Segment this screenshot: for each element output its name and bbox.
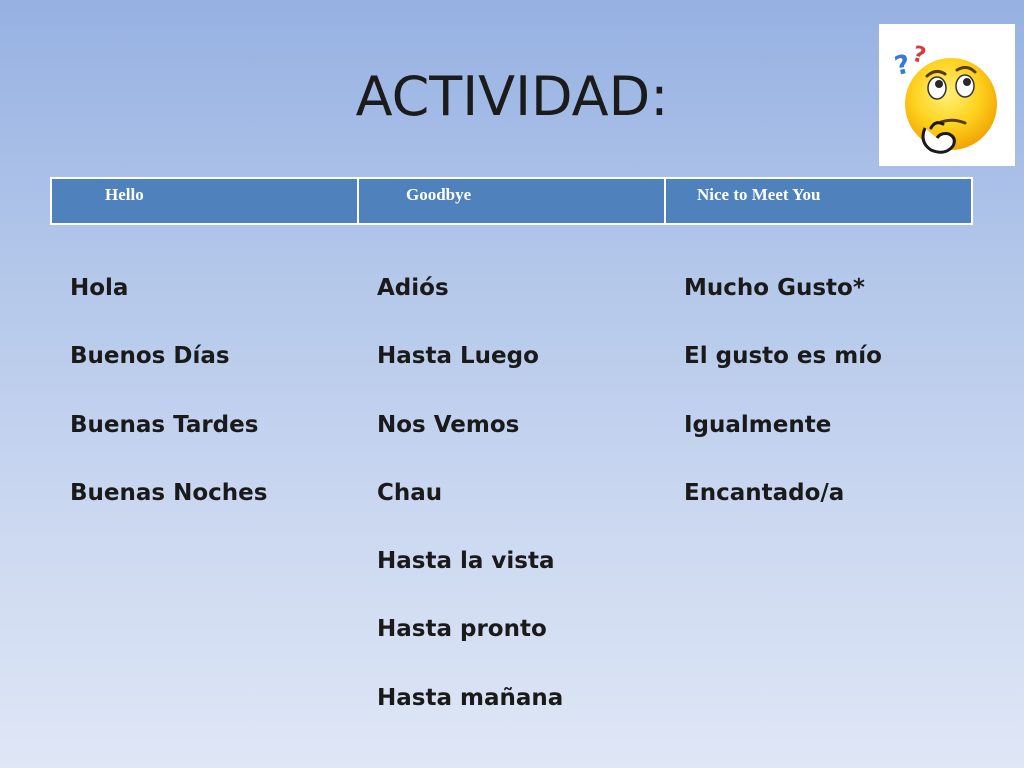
header-nice-label: Nice to Meet You bbox=[697, 185, 821, 204]
list-item: Nos Vemos bbox=[377, 411, 520, 438]
header-row bbox=[51, 178, 972, 224]
nice-to-meet-you-phrases-list bbox=[684, 272, 882, 545]
list-item: Hasta la vista bbox=[377, 548, 555, 575]
list-item: Hasta pronto bbox=[377, 616, 547, 643]
svg-text:?: ? bbox=[892, 49, 914, 82]
translation-header-table bbox=[50, 177, 973, 225]
hello-phrases-list bbox=[70, 272, 267, 545]
list-item: Hasta Luego bbox=[377, 343, 539, 370]
header-goodbye-label: Goodbye bbox=[406, 185, 472, 204]
header-cell-nice bbox=[665, 178, 972, 224]
list-item: Igualmente bbox=[684, 411, 832, 438]
list-item: Hasta mañana bbox=[377, 684, 564, 711]
list-item: Buenas Tardes bbox=[70, 411, 259, 438]
list-item: Hola bbox=[70, 275, 129, 301]
list-item: El gusto es mío bbox=[684, 343, 882, 370]
list-item: Mucho Gusto* bbox=[684, 275, 865, 301]
goodbye-phrases-list bbox=[377, 272, 563, 750]
list-item: Adiós bbox=[377, 275, 449, 301]
list-item: Buenos Días bbox=[70, 343, 230, 370]
header-cell-hello bbox=[51, 178, 358, 224]
slide-title: ACTIVIDAD: bbox=[355, 65, 669, 128]
header-hello-label: Hello bbox=[105, 185, 144, 204]
thinking-emoji-image bbox=[879, 24, 1015, 166]
list-item: Encantado/a bbox=[684, 479, 845, 506]
list-item: Buenas Noches bbox=[70, 479, 268, 506]
header-cell-goodbye bbox=[358, 178, 665, 224]
svg-text:?: ? bbox=[909, 41, 929, 70]
thinking-face-icon bbox=[879, 24, 1015, 166]
list-item: Chau bbox=[377, 479, 443, 506]
